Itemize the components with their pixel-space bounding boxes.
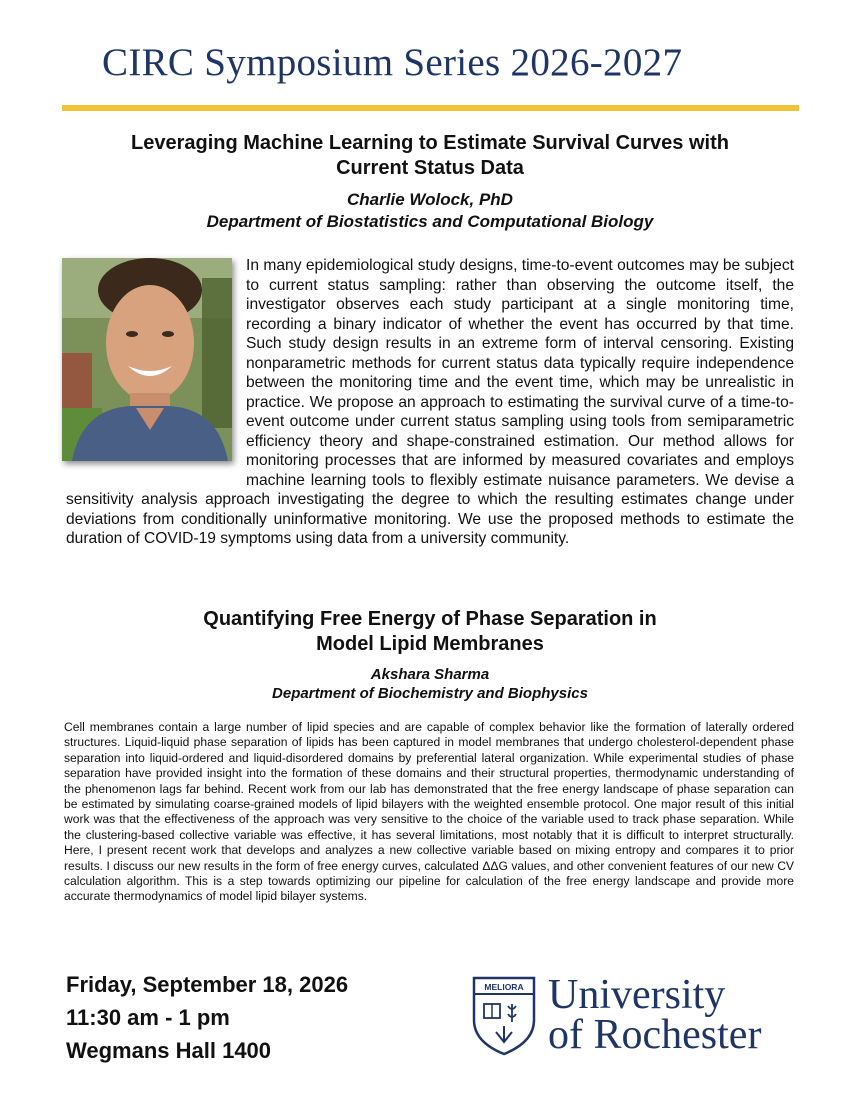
- logo-motto: MELIORA: [484, 982, 524, 992]
- talk2-title-line2: Model Lipid Membranes: [316, 633, 544, 655]
- event-info: [66, 968, 348, 1067]
- photo-spacer: [66, 256, 246, 488]
- university-shield-logo: [472, 976, 536, 1061]
- header-divider: [62, 105, 799, 111]
- talk1-title: [60, 131, 800, 181]
- wordmark-line1: University: [548, 972, 726, 1018]
- event-time: 11:30 am - 1 pm: [66, 1005, 230, 1030]
- talk1-abstract-container: [66, 256, 794, 549]
- wordmark-line2: of Rochester: [548, 1012, 762, 1058]
- series-title: CIRC Symposium Series 2026-2027: [102, 41, 683, 84]
- event-date: Friday, September 18, 2026: [66, 972, 349, 997]
- event-location: Wegmans Hall 1400: [66, 1038, 272, 1063]
- talk2-abstract: Cell membranes contain a large number of lipid species and are capable of complex behavior like the formation of laterally ordered structures. Liquid-liquid phase separation of lipids has been captured in model membranes that undergo cholesterol-dependent phase separation into liquid-ordered and liquid-disordered domains by preferential lateral organization. While experimental studies of phase separation have provided insight into the formation of these domains and their structural properties, thermodynamic understanding of the phenomenon lags far behind. Recent work from our lab has demonstrated that the free energy landscape of phase separation can be estimated by simulating coarse-grained models of lipid bilayers with the weighted ensemble protocol. One major result of this initial work was that the effectiveness of the approach was very sensitive to the choice of the variable used to track phase separation. While the clustering-based collective variable was effective, it has several limitations, most notably that it is difficult to interpret structurally. Here, I present recent work that develops and analyzes a new collective variable based on mixing entropy and compares it to prior results. I discuss our new results in the form of free energy curves, calculated ΔΔG values, and other convenient features of our new CV calculation algorithm. This is a step towards optimizing our pipeline for calculation of the free energy landscape and provide more accurate thermodynamics of model lipid bilayer systems.: [64, 720, 794, 904]
- talk1-title-line2: Current Status Data: [336, 157, 524, 179]
- talk1-abstract: In many epidemiological study designs, time-to-event outcomes may be subject to current status sampling: rather than observing the outcome itself, the investigator observes each study participant at a single monitoring time, recording a binary indicator of whether the event has occurred by that time. Such study design results in an extreme form of interval censoring. Existing nonparametric methods for current status data typically require independence between the monitoring time and the event time, which may be unrealistic in practice. We propose an approach to estimating the survival curve of a time-to-event outcome under current status sampling using tools from semiparametric efficiency theory and shape-constrained estimation. Our method allows for monitoring processes that are informed by measured covariates and employs machine learning tools to flexibly estimate nuisance parameters. We devise a sensitivity analysis approach investigating the degree to which the resulting estimates change under deviations from conditionally uninformative monitoring. We use the proposed methods to estimate the duration of COVID-19 symptoms using data from a university community.: [66, 257, 794, 547]
- talk1-department: Department of Biostatistics and Computational Biology: [206, 212, 654, 231]
- talk2-department: Department of Biochemistry and Biophysics: [272, 685, 588, 702]
- talk2-title: [60, 607, 800, 657]
- talk2-speaker: Akshara Sharma: [370, 666, 490, 683]
- talk2-title-line1: Quantifying Free Energy of Phase Separation in: [203, 608, 657, 630]
- university-wordmark: [548, 972, 762, 1058]
- talk1-title-line1: Leveraging Machine Learning to Estimate Survival Curves with: [131, 132, 729, 154]
- talk1-speaker: Charlie Wolock, PhD: [347, 190, 513, 209]
